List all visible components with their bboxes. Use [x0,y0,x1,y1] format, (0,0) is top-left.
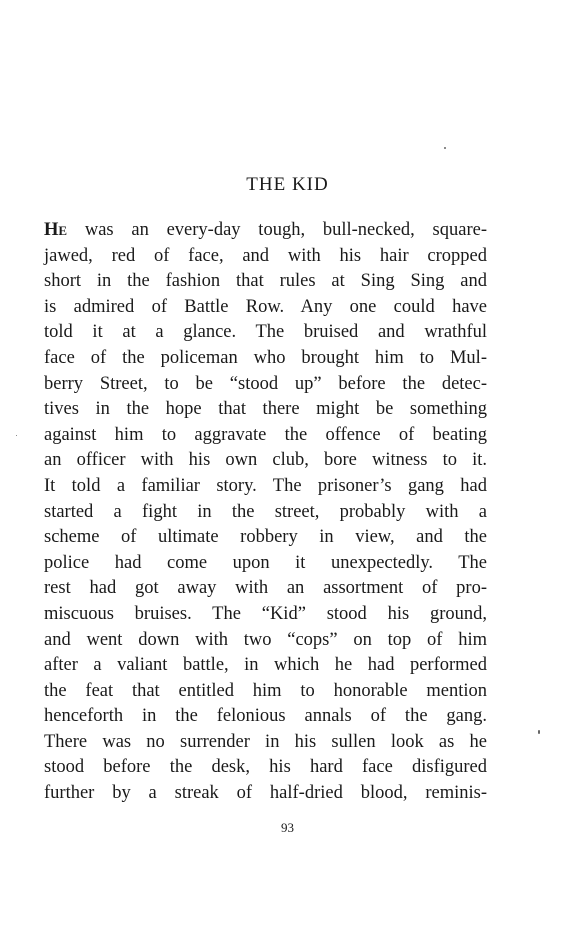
text-line: the feat that entitled him to honorable mention [44,680,487,701]
paper-speck [538,730,540,734]
text-line: short in the fashion that rules at Sing Sing and [44,271,487,292]
text-line: miscuous bruises. The “Kid” stood his ground, [44,603,487,624]
text-line-content: was an every-day tough, bull-necked, square- [67,220,487,240]
text-line: rest had got away with an assortment of pro- [44,578,487,599]
text-line: after a valiant battle, in which he had performed [44,655,487,676]
text-line: told it at a glance. The bruised and wrathful [44,322,487,343]
text-line: henceforth in the felonious annals of the gang. [44,706,487,727]
text-line: It told a familiar story. The prisoner’s gang had [44,475,487,496]
text-line: an officer with his own club, bore witness to it. [44,450,487,471]
text-line: face of the policeman who brought him to Mul- [44,347,487,368]
text-line: jawed, red of face, and with his hair cropped [44,245,487,266]
text-line: is admired of Battle Row. Any one could have [44,296,487,317]
body-paragraph [44,218,487,807]
text-line: There was no surrender in his sullen look as he [44,731,487,752]
page-number: 93 [281,820,294,835]
text-line: against him to aggravate the offence of beating [44,424,487,445]
text-line [44,218,487,244]
text-line: tives in the hope that there might be something [44,399,487,420]
text-line: berry Street, to be “stood up” before the detec- [44,373,487,394]
text-line: and went down with two “cops” on top of him [44,629,487,650]
text-line: scheme of ultimate robbery in view, and the [44,527,487,548]
paper-speck [444,147,446,149]
lead-word: He [44,220,68,240]
text-line: started a fight in the street, probably with a [44,501,487,522]
text-line: further by a streak of half-dried blood, reminis- [44,783,487,804]
paper-speck [16,435,17,436]
chapter-title: THE KID [246,174,329,195]
text-line: police had come upon it unexpectedly. The [44,552,487,573]
text-line: stood before the desk, his hard face disfigured [44,757,487,778]
